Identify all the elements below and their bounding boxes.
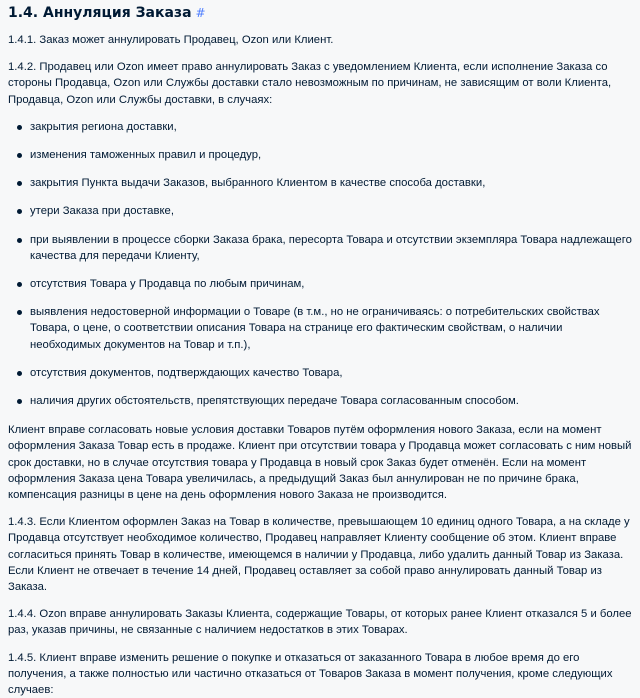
cancellation-cases-list — [8, 119, 632, 409]
section-title: 1.4. Аннуляция Заказа — [8, 5, 192, 21]
paragraph-1-4-2: 1.4.2. Продавец или Ozon имеет право аннулировать Заказ с уведомлением Клиента, если исполнение Заказа со стороны Продавца, Ozon или Службы доставки стало невозможным по причинам, не зависящим от воли Клиента, Продавца, Ozon или Службы доставки, в случаях: — [8, 61, 612, 106]
list-item: изменения таможенных правил и процедур, — [30, 147, 632, 163]
list-item: наличия других обстоятельств, препятствующих передаче Товара согласованным способом. — [30, 393, 632, 409]
paragraph-1-4-1: 1.4.1. Заказ может аннулировать Продавец, Ozon или Клиент. — [8, 34, 334, 46]
list-item: отсутствия документов, подтверждающих качество Товара, — [30, 365, 632, 381]
list-item: закрытия Пункта выдачи Заказов, выбранного Клиентом в качестве способа доставки, — [30, 175, 632, 191]
list-item: при выявлении в процессе сборки Заказа брака, пересорта Товара и отсутствии экземпляра Товара надлежащего качества для передачи Клиенту, — [30, 232, 632, 264]
paragraph-1-4-3: 1.4.3. Если Клиентом оформлен Заказ на Товар в количестве, превышающем 10 единиц одного Товара, а на складе у Продавца отсутствует необходимое количество, Продавец направляет Клиенту сообщение об этом. Клиент вправе согласиться принять Товар в количестве, имеющемся в наличии у Продавца, либо удалить данный Товар из Заказа. Если Клиент не отвечает в течение 14 дней, Продавец оставляет за собой право аннулировать данный Товар из Заказа. — [8, 516, 630, 594]
paragraph-new-order-terms: Клиент вправе согласовать новые условия доставки Товаров путём оформления нового Заказа, если на момент оформления Заказа Товар есть в продаже. Клиент при отсутствии товара у Продавца может согласовать с ним новый срок доставки, но в случае отсутствия товара у Продавца в новый срок Заказ будет отменён. Если на момент оформления Заказа цена Товара увеличилась, а предыдущий Заказ был аннулирован не по причине брака, компенсация разницы в цене на день оформления нового Заказа не производится. — [8, 424, 632, 502]
section-heading — [8, 3, 632, 23]
paragraph-1-4-4: 1.4.4. Ozon вправе аннулировать Заказы Клиента, содержащие Товары, от которых ранее Клиент отказался 5 и более раз, указав причины, не связанные с наличием недостатков в этих Товарах. — [8, 608, 632, 637]
list-item: отсутствия Товара у Продавца по любым причинам, — [30, 276, 632, 292]
paragraph-1-4-5: 1.4.5. Клиент вправе изменить решение о покупке и отказаться от заказанного Товара в любое время до его получения, а также полностью или частично отказаться от Товаров Заказа в момент получения, кроме следующих случаев: — [8, 651, 613, 697]
list-item: утери Заказа при доставке, — [30, 203, 632, 219]
list-item: выявления недостоверной информации о Товаре (в т.м., но не ограничиваясь: о потребительских свойствах Товара, о цене, о соответствии описания Товара на странице его фактическим свойствам, о наличии необходимых документов на Товар и т.п.), — [30, 304, 632, 353]
section-anchor-link[interactable]: # — [195, 6, 206, 20]
list-item: закрытия региона доставки, — [30, 119, 632, 135]
